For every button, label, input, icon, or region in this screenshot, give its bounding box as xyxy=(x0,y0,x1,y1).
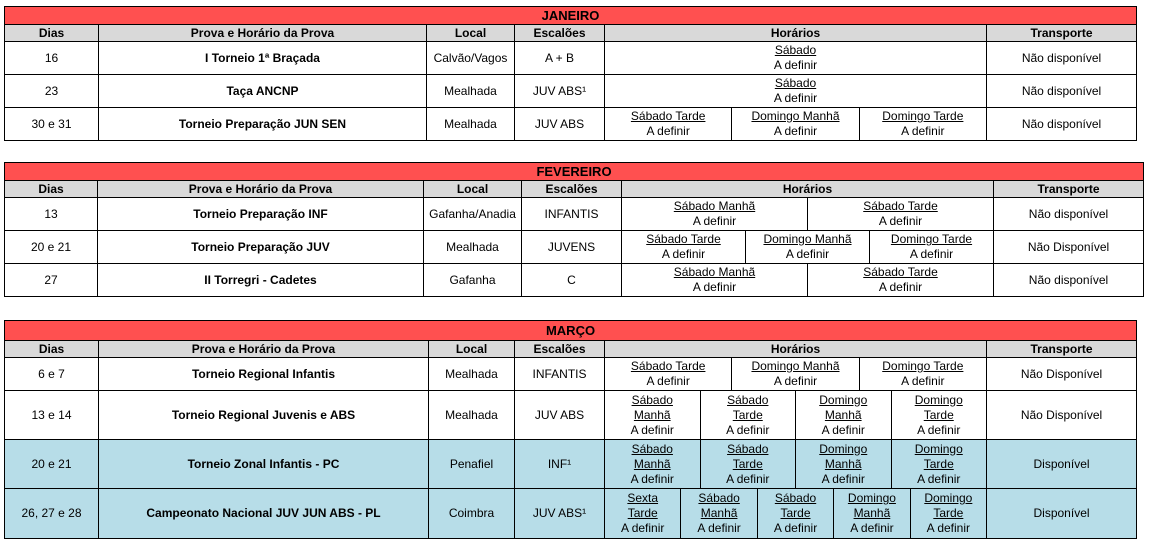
horarios-cell xyxy=(605,75,987,108)
header-dias: Dias xyxy=(5,181,98,198)
horarios-slots xyxy=(605,108,986,140)
slot-status: A definir xyxy=(773,374,818,388)
local-cell: Mealhada xyxy=(427,108,515,141)
slot-label: Tarde xyxy=(732,456,763,471)
escaloes-cell: INFANTIS xyxy=(522,198,622,231)
slot-status: A definir xyxy=(878,280,923,294)
prova-cell: Taça ANCNP xyxy=(99,75,427,108)
month-title: FEVEREIRO xyxy=(5,163,1144,181)
time-slot xyxy=(681,489,757,538)
horarios-slots xyxy=(622,231,993,263)
horarios-cell xyxy=(622,198,994,231)
slot-label: Domingo xyxy=(914,441,963,456)
slot-label: Tarde xyxy=(627,506,658,520)
table-row xyxy=(5,231,1144,264)
time-slot xyxy=(605,440,701,488)
table-row xyxy=(5,391,1137,440)
slot-status: A definir xyxy=(878,214,923,228)
slot-label: Domingo xyxy=(819,441,868,456)
escaloes-cell: JUV ABS¹ xyxy=(515,75,605,108)
transporte-cell: Não disponível xyxy=(994,264,1144,297)
header-transporte: Transporte xyxy=(987,341,1137,358)
header-horarios: Horários xyxy=(622,181,994,198)
slot-label: Tarde xyxy=(923,407,954,422)
dias-cell: 20 e 21 xyxy=(5,440,99,489)
escaloes-cell: A + B xyxy=(515,42,605,75)
slot-status: A definir xyxy=(773,521,818,535)
time-slot xyxy=(911,489,986,538)
dias-cell: 27 xyxy=(5,264,98,297)
slot-status: A definir xyxy=(692,214,737,228)
slot-label: Domingo Tarde xyxy=(890,232,973,246)
slot-label: Domingo Manhã xyxy=(751,359,840,373)
month-header-row xyxy=(5,163,1144,181)
time-slot xyxy=(834,489,910,538)
prova-cell: II Torregri - Cadetes xyxy=(98,264,424,297)
slot-status: A definir xyxy=(621,521,665,535)
month-header-row xyxy=(5,321,1137,341)
slot-label: Sábado xyxy=(698,491,740,505)
time-slot xyxy=(892,391,987,439)
time-slot xyxy=(605,75,986,107)
time-slot xyxy=(605,108,732,140)
slot-label: Manhã xyxy=(633,407,671,422)
transporte-cell: Não disponível xyxy=(994,198,1144,231)
slot-label: Manhã xyxy=(633,456,671,471)
escaloes-cell: JUVENS xyxy=(522,231,622,264)
slot-status: A definir xyxy=(917,471,961,486)
horarios-cell xyxy=(622,264,994,297)
time-slot xyxy=(796,391,892,439)
local-cell: Coimbra xyxy=(429,489,515,539)
prova-cell: Torneio Zonal Infantis - PC xyxy=(99,440,429,489)
slot-status: A definir xyxy=(726,471,770,486)
slot-status: A definir xyxy=(661,247,706,261)
time-slot xyxy=(605,358,732,390)
schedule-table-1 xyxy=(4,162,1144,297)
time-slot xyxy=(808,264,993,296)
prova-cell: Torneio Preparação JUV xyxy=(98,231,424,264)
horarios-slots xyxy=(605,489,986,538)
time-slot xyxy=(701,391,797,439)
schedule-table-2 xyxy=(4,320,1137,539)
slot-status: A definir xyxy=(901,124,945,138)
column-header-row xyxy=(5,181,1144,198)
transporte-cell: Não disponível xyxy=(987,42,1137,75)
slot-status: A definir xyxy=(850,521,894,535)
slot-label: Domingo xyxy=(819,392,868,407)
horarios-slots xyxy=(605,75,986,107)
slot-label: Sexta xyxy=(627,491,659,505)
month-title: JANEIRO xyxy=(5,7,1137,25)
slot-status: A definir xyxy=(697,521,741,535)
escaloes-cell: INFANTIS xyxy=(515,358,605,391)
horarios-cell xyxy=(605,440,987,489)
slot-label: Manhã xyxy=(700,506,738,520)
dias-cell: 13 e 14 xyxy=(5,391,99,440)
header-transporte: Transporte xyxy=(994,181,1144,198)
time-slot xyxy=(796,440,892,488)
horarios-cell xyxy=(605,42,987,75)
transporte-cell: Não Disponível xyxy=(994,231,1144,264)
slot-label: Sábado Tarde xyxy=(863,265,938,279)
time-slot xyxy=(701,440,797,488)
slot-label: Sábado Tarde xyxy=(630,359,706,373)
slot-status: A definir xyxy=(630,422,674,437)
escaloes-cell: JUV ABS¹ xyxy=(515,489,605,539)
slot-label: Sábado xyxy=(774,76,817,90)
dias-cell: 13 xyxy=(5,198,98,231)
time-slot xyxy=(860,108,986,140)
horarios-cell xyxy=(622,231,994,264)
slot-label: Tarde xyxy=(933,506,964,520)
slot-label: Domingo xyxy=(914,392,963,407)
table-row xyxy=(5,358,1137,391)
table-row xyxy=(5,75,1137,108)
transporte-cell: Não Disponível xyxy=(987,391,1137,440)
table-row xyxy=(5,42,1137,75)
slot-status: A definir xyxy=(692,280,737,294)
schedule-table-0 xyxy=(4,6,1137,141)
time-slot xyxy=(732,358,859,390)
horarios-slots xyxy=(622,264,993,296)
slot-label: Domingo Tarde xyxy=(882,359,964,373)
slot-label: Sábado xyxy=(631,441,673,456)
horarios-cell xyxy=(605,358,987,391)
horarios-cell xyxy=(605,391,987,440)
slot-status: A definir xyxy=(773,58,818,72)
slot-label: Sábado xyxy=(774,491,817,505)
prova-cell: I Torneio 1ª Braçada xyxy=(99,42,427,75)
prova-cell: Torneio Preparação JUN SEN xyxy=(99,108,427,141)
dias-cell: 6 e 7 xyxy=(5,358,99,391)
slot-status: A definir xyxy=(646,124,690,138)
time-slot xyxy=(808,198,993,230)
slot-status: A definir xyxy=(821,471,865,486)
header-escaloes: Escalões xyxy=(515,341,605,358)
time-slot xyxy=(870,231,993,263)
slot-label: Manhã xyxy=(824,456,862,471)
header-transporte: Transporte xyxy=(987,25,1137,42)
slot-label: Manhã xyxy=(853,506,891,520)
horarios-cell xyxy=(605,489,987,539)
slot-status: A definir xyxy=(773,91,818,105)
local-cell: Mealhada xyxy=(427,75,515,108)
header-escaloes: Escalões xyxy=(515,25,605,42)
transporte-cell: Disponível xyxy=(987,489,1137,539)
dias-cell: 20 e 21 xyxy=(5,231,98,264)
slot-label: Domingo xyxy=(924,491,973,505)
header-prova: Prova e Horário da Prova xyxy=(99,341,429,358)
transporte-cell: Não disponível xyxy=(987,75,1137,108)
horarios-slots xyxy=(605,440,986,488)
slot-label: Tarde xyxy=(923,456,954,471)
time-slot xyxy=(732,108,859,140)
header-escaloes: Escalões xyxy=(522,181,622,198)
slot-label: Sábado Tarde xyxy=(630,109,706,123)
slot-label: Sábado xyxy=(727,392,769,407)
column-header-row xyxy=(5,25,1137,42)
escaloes-cell: JUV ABS xyxy=(515,391,605,440)
table-row xyxy=(5,489,1137,539)
time-slot xyxy=(746,231,870,263)
slot-label: Manhã xyxy=(824,407,862,422)
horarios-slots xyxy=(605,358,986,390)
slot-status: A definir xyxy=(901,374,945,388)
time-slot xyxy=(892,440,987,488)
header-dias: Dias xyxy=(5,341,99,358)
slot-status: A definir xyxy=(909,247,954,261)
slot-label: Sábado xyxy=(727,441,769,456)
time-slot xyxy=(605,391,701,439)
time-slot xyxy=(860,358,986,390)
slot-label: Sábado Manhã xyxy=(673,199,756,213)
header-prova: Prova e Horário da Prova xyxy=(99,25,427,42)
local-cell: Gafanha xyxy=(424,264,522,297)
table-row xyxy=(5,108,1137,141)
table-row xyxy=(5,440,1137,489)
slot-label: Sábado xyxy=(774,43,817,57)
horarios-slots xyxy=(605,42,986,74)
header-dias: Dias xyxy=(5,25,99,42)
escaloes-cell: INF¹ xyxy=(515,440,605,489)
slot-status: A definir xyxy=(785,247,830,261)
slot-status: A definir xyxy=(926,521,970,535)
horarios-slots xyxy=(622,198,993,230)
local-cell: Gafanha/Anadia xyxy=(424,198,522,231)
time-slot xyxy=(605,489,681,538)
transporte-cell: Disponível xyxy=(987,440,1137,489)
prova-cell: Torneio Regional Juvenis e ABS xyxy=(99,391,429,440)
slot-status: A definir xyxy=(630,471,674,486)
header-local: Local xyxy=(427,25,515,42)
prova-cell: Torneio Preparação INF xyxy=(98,198,424,231)
dias-cell: 23 xyxy=(5,75,99,108)
local-cell: Mealhada xyxy=(429,358,515,391)
header-local: Local xyxy=(429,341,515,358)
slot-label: Sábado Manhã xyxy=(673,265,756,279)
table-row xyxy=(5,264,1144,297)
header-prova: Prova e Horário da Prova xyxy=(98,181,424,198)
slot-label: Tarde xyxy=(732,407,763,422)
month-title: MARÇO xyxy=(5,321,1137,341)
slot-status: A definir xyxy=(821,422,865,437)
dias-cell: 26, 27 e 28 xyxy=(5,489,99,539)
horarios-slots xyxy=(605,391,986,439)
local-cell: Calvão/Vagos xyxy=(427,42,515,75)
header-local: Local xyxy=(424,181,522,198)
horarios-cell xyxy=(605,108,987,141)
header-horarios: Horários xyxy=(605,25,987,42)
table-row xyxy=(5,198,1144,231)
prova-cell: Campeonato Nacional JUV JUN ABS - PL xyxy=(99,489,429,539)
dias-cell: 16 xyxy=(5,42,99,75)
time-slot xyxy=(622,198,808,230)
time-slot xyxy=(758,489,834,538)
header-horarios: Horários xyxy=(605,341,987,358)
slot-status: A definir xyxy=(773,124,818,138)
time-slot xyxy=(605,42,986,74)
slot-status: A definir xyxy=(917,422,961,437)
time-slot xyxy=(622,231,746,263)
time-slot xyxy=(622,264,808,296)
local-cell: Penafiel xyxy=(429,440,515,489)
slot-label: Domingo Manhã xyxy=(763,232,852,246)
slot-label: Domingo xyxy=(847,491,896,505)
prova-cell: Torneio Regional Infantis xyxy=(99,358,429,391)
slot-label: Tarde xyxy=(780,506,811,520)
local-cell: Mealhada xyxy=(424,231,522,264)
escaloes-cell: C xyxy=(522,264,622,297)
local-cell: Mealhada xyxy=(429,391,515,440)
slot-label: Domingo Tarde xyxy=(882,109,964,123)
transporte-cell: Não Disponível xyxy=(987,358,1137,391)
escaloes-cell: JUV ABS xyxy=(515,108,605,141)
slot-label: Sábado xyxy=(631,392,673,407)
column-header-row xyxy=(5,341,1137,358)
slot-label: Sábado Tarde xyxy=(863,199,938,213)
dias-cell: 30 e 31 xyxy=(5,108,99,141)
slot-status: A definir xyxy=(646,374,690,388)
month-header-row xyxy=(5,7,1137,25)
slot-label: Domingo Manhã xyxy=(751,109,840,123)
slot-label: Sábado Tarde xyxy=(646,232,721,246)
transporte-cell: Não disponível xyxy=(987,108,1137,141)
slot-status: A definir xyxy=(726,422,770,437)
